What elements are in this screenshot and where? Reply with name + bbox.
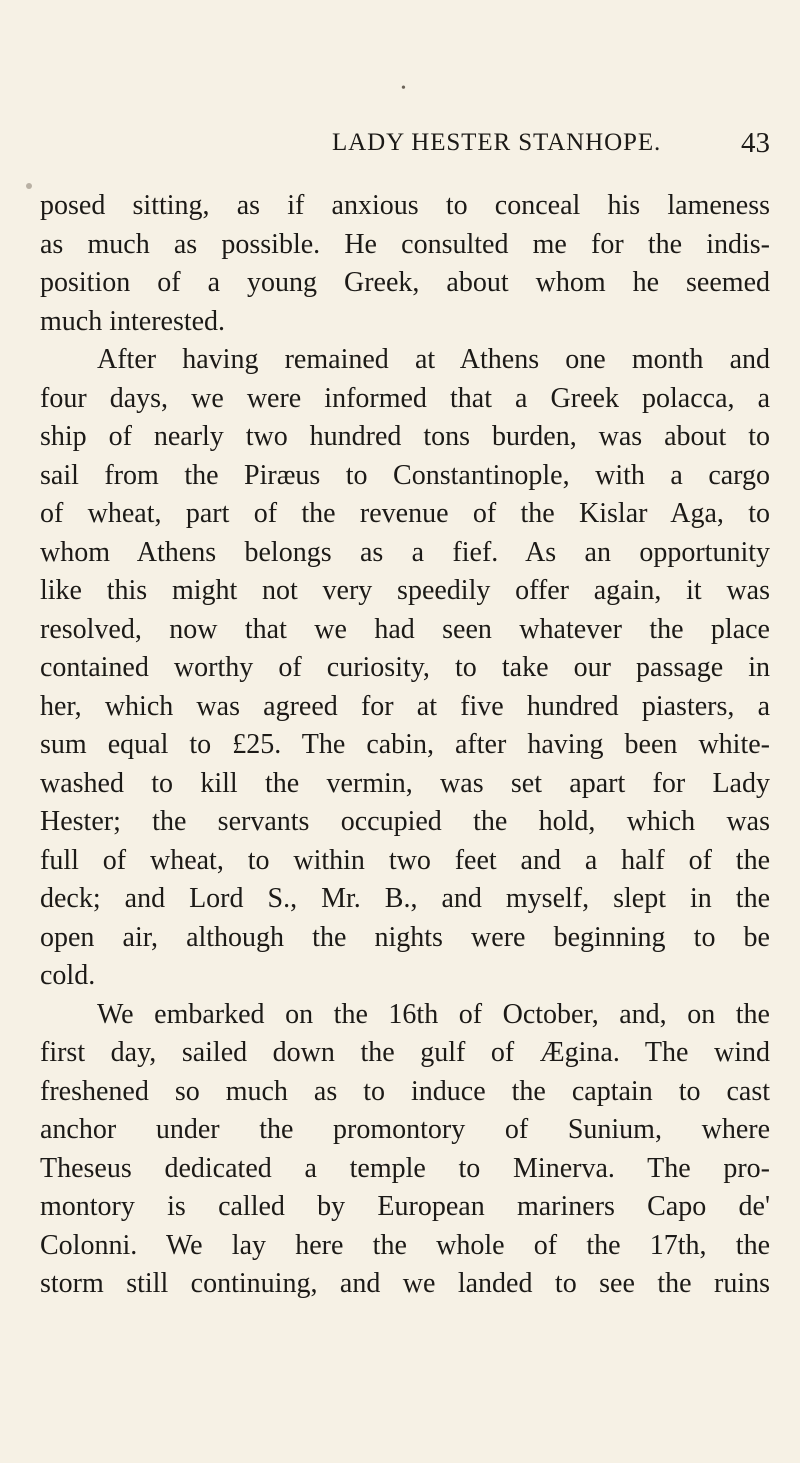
text-line: Colonni. We lay here the whole of the 17th, the	[40, 1229, 770, 1261]
text-line: of wheat, part of the revenue of the Kislar Aga, to	[40, 498, 770, 529]
text-line: first day, sailed down the gulf of Ægina. The wind	[40, 1037, 770, 1068]
text-line: ship of nearly two hundred tons burden, was about to	[40, 421, 770, 452]
text-line: four days, we were informed that a Greek polacca, a	[40, 382, 770, 414]
text-line: her, which was agreed for at five hundred piasters, a	[40, 690, 770, 722]
printer-mark: •	[401, 81, 406, 96]
text-line: posed sitting, as if anxious to conceal his lameness	[40, 190, 770, 221]
text-line: montory is called by European mariners Capo de'	[40, 1191, 770, 1222]
body-text	[40, 187, 770, 1304]
text-line: washed to kill the vermin, was set apart for Lady	[40, 767, 770, 799]
text-line: like this might not very speedily offer again, it was	[40, 575, 770, 606]
text-line: sum equal to £25. The cabin, after having been white-	[40, 729, 770, 760]
text-line: whom Athens belongs as a fief. As an opportunity	[40, 536, 770, 568]
text-line: much interested.	[40, 305, 226, 337]
text-line: sail from the Piræus to Constantinople, with a cargo	[40, 459, 770, 491]
text-line: as much as possible. He consulted me for the indis-	[40, 228, 770, 260]
text-line: After having remained at Athens one month and	[97, 344, 770, 375]
text-line: We embarked on the 16th of October, and, on the	[97, 998, 770, 1030]
page-number: 43	[741, 127, 770, 159]
text-line: Theseus dedicated a temple to Minerva. The pro-	[40, 1152, 770, 1184]
text-line: storm still continuing, and we landed to see the ruins	[40, 1268, 770, 1299]
text-line: resolved, now that we had seen whatever the place	[40, 613, 770, 645]
text-line: full of wheat, to within two feet and a half of the	[40, 844, 770, 876]
text-line: Hester; the servants occupied the hold, which was	[40, 806, 770, 837]
text-line: open air, although the nights were beginning to be	[40, 921, 770, 953]
text-line: cold.	[40, 960, 96, 991]
margin-dot	[26, 183, 32, 189]
text-line: contained worthy of curiosity, to take our passage in	[40, 652, 770, 683]
text-line: deck; and Lord S., Mr. B., and myself, slept in the	[40, 883, 770, 914]
running-title: LADY HESTER STANHOPE.	[332, 129, 662, 156]
text-line: freshened so much as to induce the captain to cast	[40, 1075, 770, 1107]
text-line: position of a young Greek, about whom he seemed	[40, 267, 770, 298]
text-line: anchor under the promontory of Sunium, where	[40, 1114, 770, 1145]
running-header	[40, 125, 770, 161]
